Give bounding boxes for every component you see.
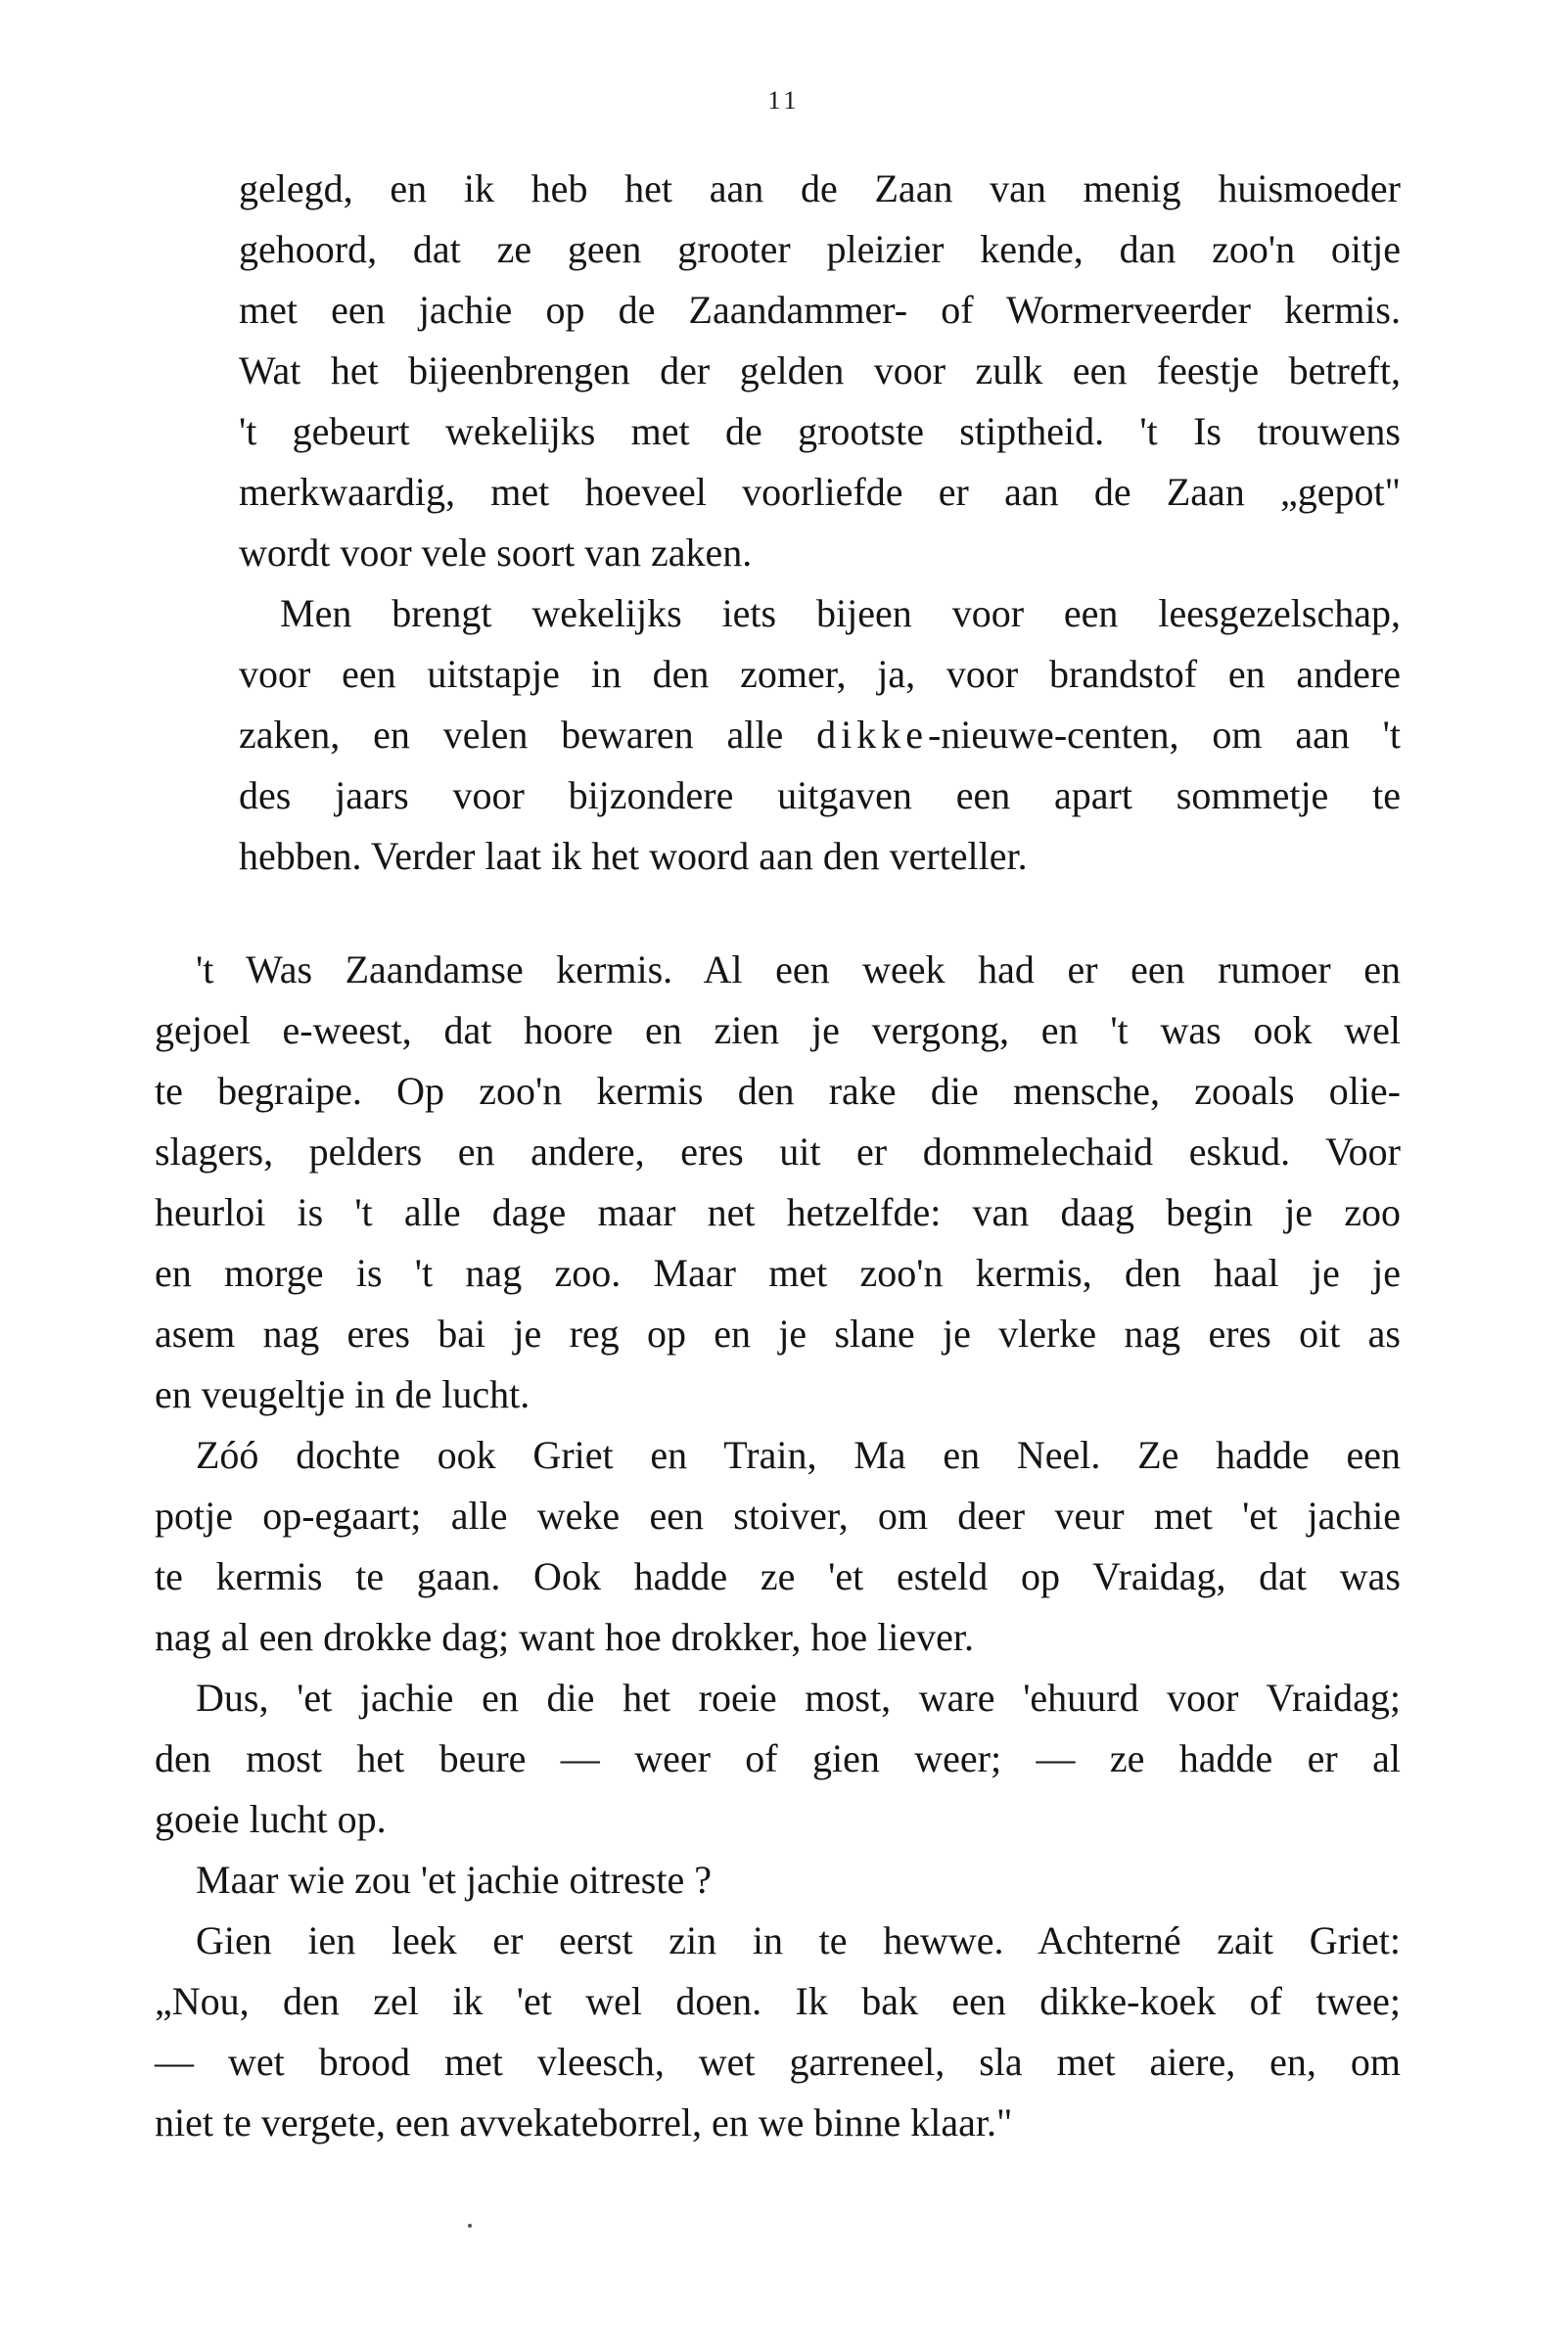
text-line: den most het beure — weer of gien weer; — ze hadde er al: [155, 1736, 1401, 1780]
text-line: gelegd, en ik heb het aan de Zaan van menig huismoeder: [239, 166, 1401, 210]
text-line: Dus, 'et jachie en die het roeie most, ware 'ehuurd voor Vraidag;: [196, 1676, 1401, 1720]
page-number: 11: [767, 86, 801, 115]
text-line: Wat het bijeenbrengen der gelden voor zulk een feestje betreft,: [239, 348, 1401, 392]
text-line: voor een uitstapje in den zomer, ja, voor brandstof en andere: [239, 652, 1401, 696]
spaced-word: dikke: [816, 713, 928, 757]
story-text: [155, 940, 1401, 2153]
text-line: met een jachie op de Zaandammer- of Wormerveerder kermis.: [239, 288, 1401, 332]
text-line: Gien ien leek er eerst zin in te hewwe. Achterné zait Griet:: [196, 1918, 1401, 1962]
bottom-mark: [468, 2224, 472, 2228]
text-line: potje op-egaart; alle weke een stoiver, om deer veur met 'et jachie: [155, 1494, 1401, 1538]
text-line: 't Was Zaandamse kermis. Al een week had er een rumoer en: [196, 947, 1401, 991]
text-line: wordt voor vele soort van zaken.: [239, 530, 753, 575]
text-line: „Nou, den zel ik 'et wel doen. Ik bak een dikke-koek of twee;: [155, 1979, 1401, 2023]
text-line: niet te vergete, een avvekateborrel, en we binne klaar.": [155, 2100, 1013, 2144]
text-line: 't gebeurt wekelijks met de grootste stiptheid. 't Is trouwens: [239, 409, 1401, 453]
text-line: asem nag eres bai je reg op en je slane je vlerke nag eres oit as: [155, 1312, 1401, 1356]
text-fragment: zaken, en velen bewaren alle: [239, 713, 817, 757]
text-line: nag al een drokke dag; want hoe drokker, hoe liever.: [155, 1615, 974, 1659]
text-line: heurloi is 't alle dage maar net hetzelfde: van daag begin je zoo: [155, 1190, 1401, 1234]
text-line: gehoord, dat ze geen grooter pleizier kende, dan zoo'n oitje: [239, 227, 1401, 271]
text-line: merkwaardig, met hoeveel voorliefde er aan de Zaan „gepot": [239, 470, 1401, 514]
intro-text: [239, 159, 1401, 887]
text-line: Zóó dochte ook Griet en Train, Ma en Neel. Ze hadde een: [196, 1433, 1401, 1477]
text-line: Men brengt wekelijks iets bijeen voor een leesgezelschap,: [280, 591, 1401, 635]
text-fragment: -nieuwe-centen, om aan 't: [927, 713, 1402, 757]
text-line: goeie lucht op.: [155, 1797, 387, 1841]
text-line: en veugeltje in de lucht.: [155, 1372, 530, 1416]
text-line: te begraipe. Op zoo'n kermis den rake die mensche, zooals olie-: [155, 1069, 1401, 1113]
text-line: te kermis te gaan. Ook hadde ze 'et esteld op Vraidag, dat was: [155, 1554, 1401, 1598]
text-line: hebben. Verder laat ik het woord aan den verteller.: [239, 834, 1028, 878]
text-line-spaced: [239, 705, 1401, 765]
text-line: en morge is 't nag zoo. Maar met zoo'n kermis, den haal je je: [155, 1251, 1401, 1295]
text-line: Maar wie zou 'et jachie oitreste ?: [196, 1858, 712, 1902]
text-line: gejoel e-weest, dat hoore en zien je vergong, en 't was ook wel: [155, 1008, 1401, 1052]
text-line: des jaars voor bijzondere uitgaven een apart sommetje te: [239, 773, 1401, 817]
text-line: slagers, pelders en andere, eres uit er dommelechaid eskud. Voor: [155, 1129, 1401, 1174]
text-line: — wet brood met vleesch, wet garreneel, sla met aiere, en, om: [155, 2040, 1401, 2084]
